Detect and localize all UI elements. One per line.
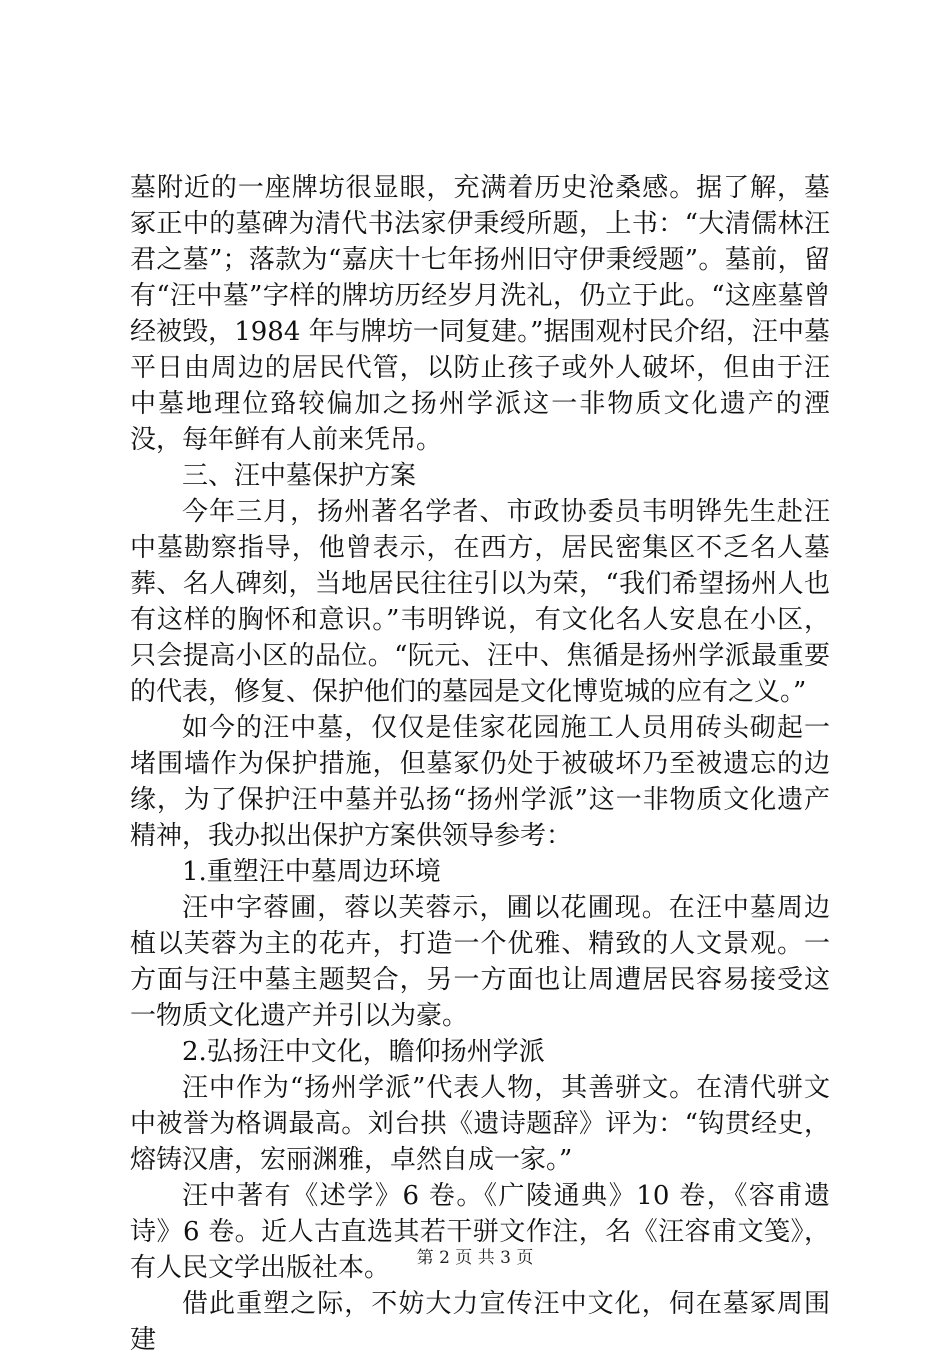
section-heading-protection-plan: 三、汪中墓保护方案: [182, 461, 417, 491]
subheading-promote-culture: 2.弘扬汪中文化，瞻仰扬州学派: [182, 1037, 545, 1067]
paragraph-tomb-description: 墓附近的一座牌坊很显眼，充满着历史沧桑感。据了解，墓冢正中的墓碑为清代书法家伊秉绶所题，上书：“大清儒林汪君之墓”；落款为“嘉庆十七年扬州旧守伊秉绶题”。墓前，留有“汪中墓”字样的牌坊历经岁月洗礼，仍立于此。“这座墓曾经被毁，1984 年与牌坊一同复建。”据围观村民介绍，汪中墓平日由周边的居民代管，以防止孩子或外人破坏，但由于汪中墓地理位臵较偏加之扬州学派这一非物质文化遗产的湮没，每年鲜有人前来凭吊。: [130, 173, 830, 455]
subheading-reshape-environment: 1.重塑汪中墓周边环境: [182, 857, 441, 887]
paragraph-works: 汪中著有《述学》6 卷。《广陵通典》10 卷，《容甫遗诗》6 卷。近人古直选其若干骈文作注，名《汪容甫文笺》，有人民文学出版社本。: [130, 1181, 830, 1283]
paragraph-current-state: 如今的汪中墓，仅仅是佳家花园施工人员用砖头砌起一堵围墙作为保护措施，但墓冢仍处于被破坏乃至被遗忘的边缘，为了保护汪中墓并弘扬“扬州学派”这一非物质文化遗产精神，我办拟出保护方案供领导参考：: [130, 713, 830, 851]
paragraph-hibiscus-landscape: 汪中字蓉圃，蓉以芙蓉示，圃以花圃现。在汪中墓周边植以芙蓉为主的花卉，打造一个优雅、精致的人文景观。一方面与汪中墓主题契合，另一方面也让周遭居民容易接受这一物质文化遗产并引以为豪。: [130, 893, 830, 1031]
page-number-footer: 第 2 页 共 3 页: [416, 1248, 534, 1268]
paragraph-promotion: 借此重塑之际，不妨大力宣传汪中文化，伺在墓冢周围建: [130, 1289, 830, 1355]
paragraph-expert-visit: 今年三月，扬州著名学者、市政协委员韦明铧先生赴汪中墓勘察指导，他曾表示，在西方，居民密集区不乏名人墓葬、名人碑刻，当地居民往往引以为荣，“我们希望扬州人也有这样的胸怀和意识。”韦明铧说，有文化名人安息在小区，只会提高小区的品位。“阮元、汪中、焦循是扬州学派最重要的代表，修复、保护他们的墓园是文化博览城的应有之义。”: [130, 497, 830, 707]
body-text: [130, 170, 830, 1358]
paragraph-parallel-prose: 汪中作为“扬州学派”代表人物，其善骈文。在清代骈文中被誉为格调最高。刘台拱《遗诗题辞》评为：“钩贯经史，熔铸汉唐，宏丽渊雅，卓然自成一家。”: [130, 1073, 830, 1175]
